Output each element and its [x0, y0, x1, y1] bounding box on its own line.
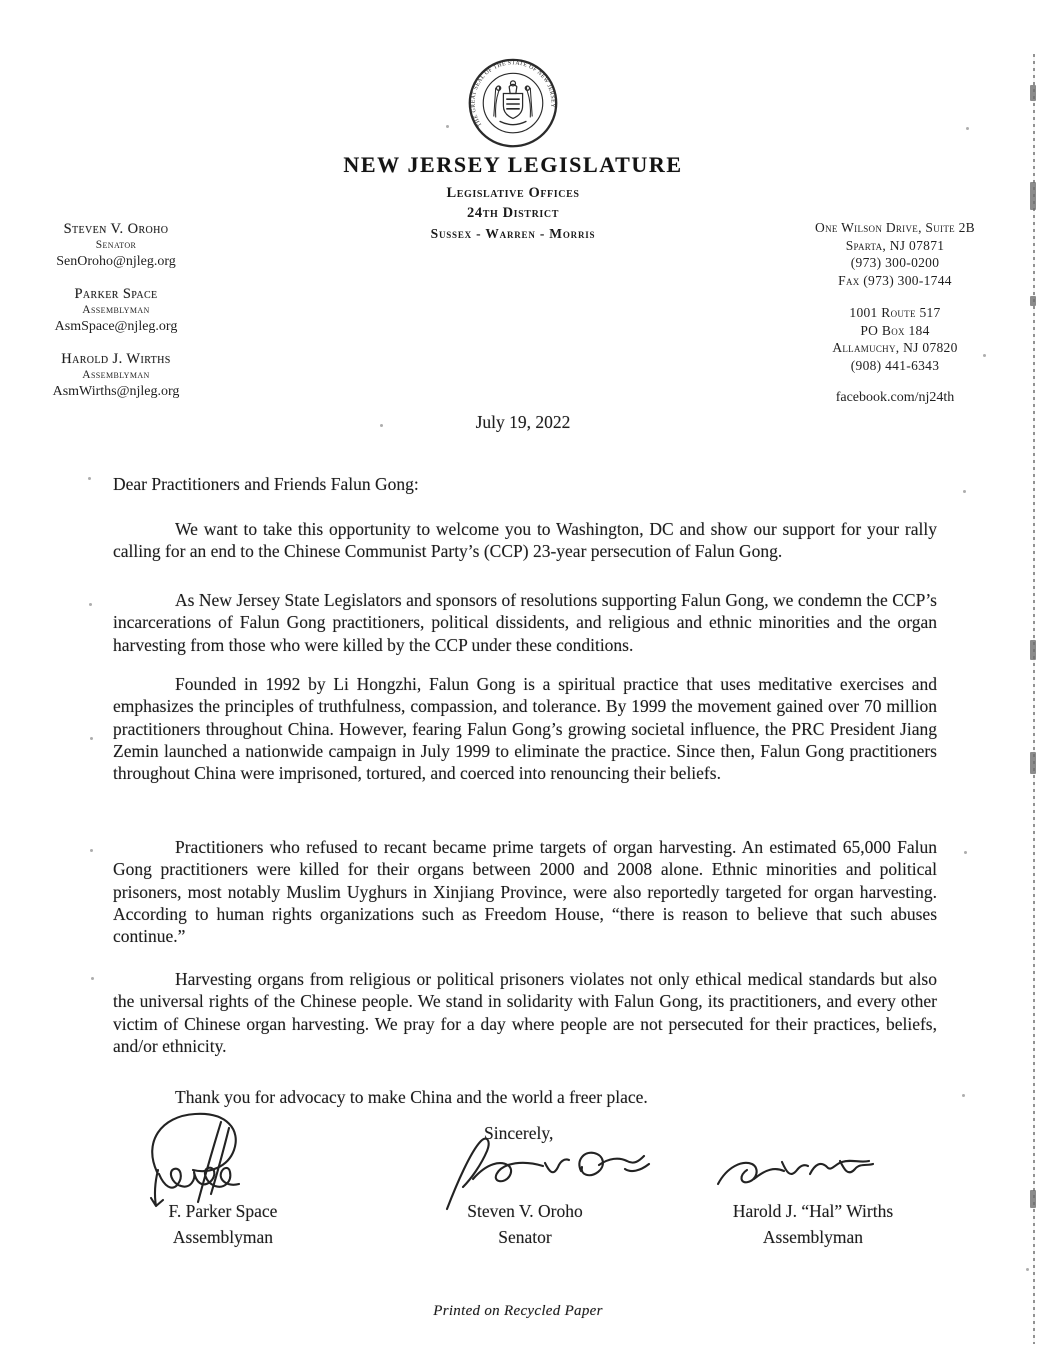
phone-line: (908) 441-6343	[850, 357, 940, 373]
legislator-name: Harold J. Wirths	[61, 351, 171, 367]
signer-title: Assemblyman	[762, 1226, 864, 1247]
nj-state-seal	[465, 55, 561, 153]
salutation: Dear Practitioners and Friends Falun Gong:	[113, 474, 419, 494]
signer-name: Steven V. Oroho	[467, 1201, 583, 1221]
phone-line: (973) 300-0200	[850, 255, 940, 270]
recycled-paper-note: Printed on Recycled Paper	[433, 1303, 603, 1319]
letterhead-header	[288, 152, 738, 242]
signer-title: Assemblyman	[172, 1226, 274, 1247]
offices-column	[790, 219, 1000, 406]
scan-artifact-mark	[1030, 1190, 1036, 1208]
scan-speck	[966, 127, 969, 130]
legislator-space	[16, 286, 216, 336]
scan-artifact-mark	[1030, 182, 1036, 210]
legislator-email: SenOroho@njleg.org	[56, 254, 176, 269]
signature-harold-wirths	[712, 1152, 877, 1202]
scan-artifact-edge-line	[1033, 54, 1035, 1344]
scan-artifact-mark	[1030, 640, 1036, 660]
signer-name: F. Parker Space	[168, 1201, 278, 1221]
legislator-oroho	[16, 221, 216, 271]
legislator-email: AsmWirths@njleg.org	[52, 384, 180, 399]
signer-name: Harold J. “Hal” Wirths	[732, 1201, 894, 1221]
paragraph-history: Founded in 1992 by Li Hongzhi, Falun Gong is a spiritual practice that uses meditative exercises and emphasizes the principles of truthfulness, compassion, and tolerance. By 1999 the movement gained over 70 million practitioners throughout China. However, fearing Falun Gong’s growing societal influence, the PRC President Jiang Zemin launched a nationwide campaign in July 1999 to eliminate the practice. Since then, Falun Gong practitioners throughout China were imprisoned, tortured, and coerced into renouncing their beliefs.	[113, 674, 937, 784]
scan-speck	[963, 490, 966, 493]
district-subtitle: 24th District	[467, 205, 559, 221]
seal-ring-text: THE GREAT SEAL OF THE STATE OF NEW JERSEY	[470, 60, 556, 128]
scan-artifact-mark	[1030, 752, 1036, 774]
legislator-title: Senator	[95, 239, 137, 251]
office-subtitle: Legislative Offices	[446, 185, 580, 201]
scan-artifact-mark	[1030, 296, 1036, 306]
address-line: Sparta, NJ 07871	[845, 237, 945, 253]
legislator-title: Assemblyman	[82, 304, 150, 316]
seal-coat-of-arms	[494, 81, 532, 125]
fax-line: Fax (973) 300-1744	[838, 272, 952, 288]
scan-speck	[1026, 1268, 1029, 1271]
seal-graphic	[465, 55, 561, 153]
scan-speck	[89, 603, 92, 606]
scan-speck	[380, 424, 383, 427]
paragraph-solidarity: Harvesting organs from religious or political prisoners violates not only ethical medical standards but also the universal rights of the Chinese people. We stand in solidarity with Falun Gong, its practitioners, and every other victim of Chinese organ harvesting. We pray for a day where people are not persecuted for their practices, beliefs, and/or ethnicity.	[113, 969, 937, 1056]
office-address-sparta	[790, 219, 1000, 289]
legislator-name: Steven V. Oroho	[63, 221, 169, 237]
org-title: NEW JERSEY LEGISLATURE	[343, 152, 683, 177]
scan-speck	[964, 851, 967, 854]
paragraph-organ-harvesting: Practitioners who refused to recant became prime targets of organ harvesting. An estimated 65,000 Falun Gong practitioners were killed for their organs between 2000 and 2008 alone. Ethnic minorities and political prisoners, most notably Muslim Uyghurs in Xinjiang Province, were also reportedly targeted for organ harvesting. According to human rights organizations such as Freedom House, “there is reason to believe that such abuses continue.”	[113, 837, 937, 947]
office-address-allamuchy	[790, 304, 1000, 374]
signer-title: Senator	[498, 1226, 552, 1247]
address-line: One Wilson Drive, Suite 2B	[815, 220, 975, 235]
paragraph-thanks: Thank you for advocacy to make China and the world a freer place.	[175, 1087, 648, 1107]
scan-speck	[88, 477, 91, 480]
legislator-name: Parker Space	[74, 286, 158, 302]
legislator-wirths	[16, 351, 216, 401]
scan-speck	[983, 354, 986, 357]
address-line: PO Box 184	[860, 322, 930, 338]
legislator-email: AsmSpace@njleg.org	[54, 319, 178, 334]
signer-block-space	[118, 1199, 328, 1250]
facebook-handle: facebook.com/nj24th	[835, 390, 955, 405]
scan-speck	[91, 977, 94, 980]
letter-date: July 19, 2022	[475, 412, 571, 432]
signer-block-wirths	[708, 1199, 918, 1250]
scan-artifact-mark	[1030, 85, 1036, 101]
paragraph-condemn: As New Jersey State Legislators and sponsors of resolutions supporting Falun Gong, we condemn the CCP’s incarcerations of Falun Gong practitioners, political dissidents, and religious and ethnic minorities and the organ harvesting from those who were killed by the CCP under these conditions.	[113, 590, 937, 655]
legislator-title: Assemblyman	[82, 369, 150, 381]
scan-speck	[962, 1094, 965, 1097]
counties-subtitle: Sussex - Warren - Morris	[430, 226, 596, 241]
address-line: Allamuchy, NJ 07820	[832, 340, 958, 355]
closing-sincerely: Sincerely,	[484, 1123, 554, 1143]
scan-speck	[90, 849, 93, 852]
address-line: 1001 Route 517	[849, 305, 941, 320]
scan-speck	[90, 737, 93, 740]
scan-speck	[446, 125, 449, 128]
signer-block-oroho	[420, 1199, 630, 1250]
paragraph-welcome: We want to take this opportunity to welcome you to Washington, DC and show our support for your rally calling for an end to the Chinese Communist Party’s (CCP) 23-year persecution of Falun Gong.	[113, 519, 937, 562]
legislators-column	[16, 221, 216, 416]
